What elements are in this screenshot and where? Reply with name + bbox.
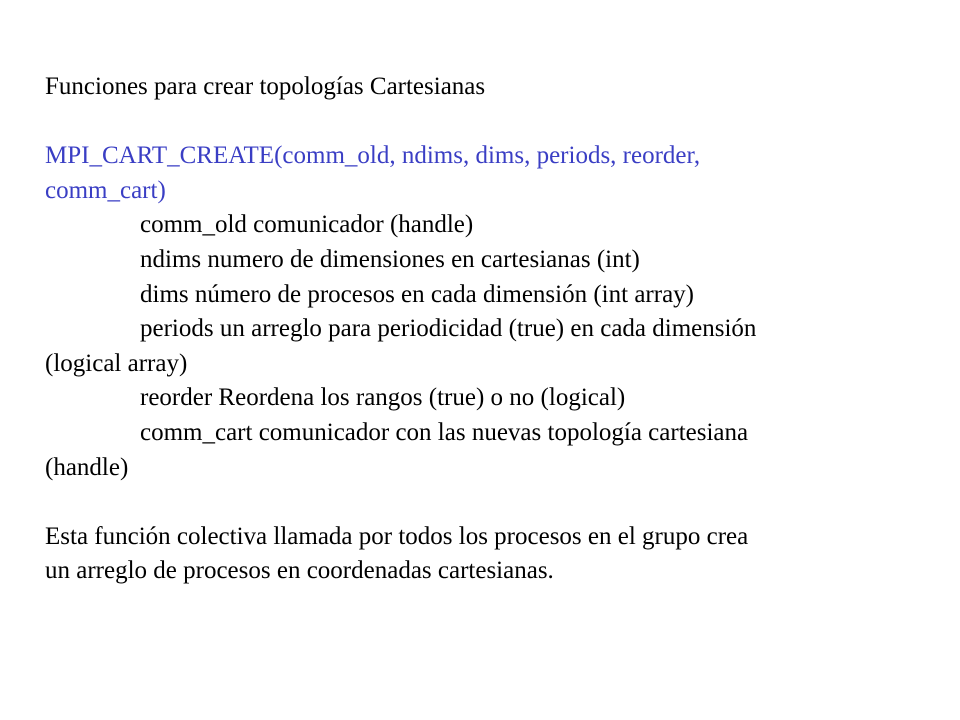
param-periods: periods un arreglo para periodicidad (true) en cada dimensión [140, 315, 757, 343]
function-signature-line-1: MPI_CART_CREATE(comm_old, ndims, dims, periods, reorder, [45, 142, 701, 170]
spacer [45, 105, 945, 140]
parameter-list [45, 208, 945, 485]
slide-heading: Funciones para crear topologías Cartesianas [45, 73, 486, 100]
param-comm-old: comm_old comunicador (handle) [140, 211, 474, 239]
param-comm-cart-continuation: (handle) [45, 453, 129, 481]
param-comm-cart: comm_cart comunicador con las nuevas topología cartesiana [140, 418, 749, 446]
param-reorder: reorder Reordena los rangos (true) o no (logical) [140, 384, 626, 412]
slide-content [45, 70, 945, 589]
param-periods-continuation: (logical array) [45, 349, 188, 377]
description-line-2: un arreglo de procesos en coordenadas cartesianas. [45, 557, 554, 585]
param-dims: dims número de procesos en cada dimensión (int array) [140, 280, 694, 308]
function-signature-line-2: comm_cart) [45, 176, 166, 204]
description-line-1: Esta función colectiva llamada por todos los procesos en el grupo crea [45, 522, 749, 550]
spacer [45, 485, 945, 520]
param-ndims: ndims numero de dimensiones en cartesianas (int) [140, 245, 640, 273]
